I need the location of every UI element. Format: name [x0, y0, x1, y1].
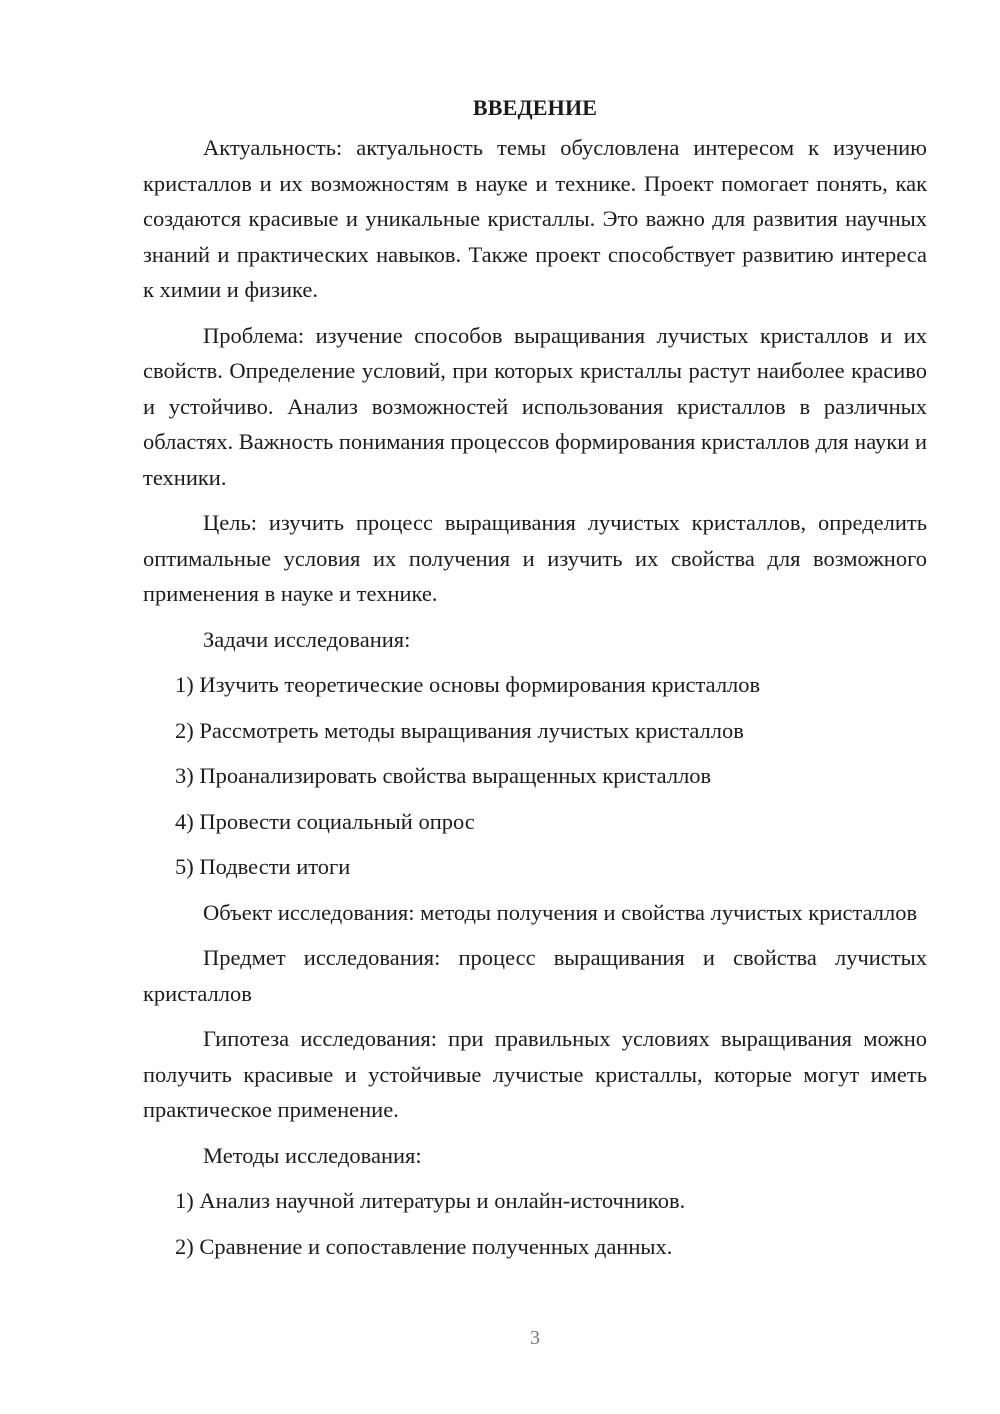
tasks-heading: Задачи исследования: — [203, 626, 411, 652]
hypothesis-paragraph: Гипотеза исследования: при правильных условиях выращивания можно получить красивые и устойчивые лучистые кристаллы, которые могут иметь практическое применение. — [143, 1026, 927, 1122]
list-item: 2) Сравнение и сопоставление полученных данных. — [175, 1233, 673, 1259]
list-item: 2) Рассмотреть методы выращивания лучистых кристаллов — [175, 717, 744, 743]
section-title: ВВЕДЕНИЕ — [472, 95, 598, 120]
tasks-list — [143, 667, 927, 885]
goal-paragraph: Цель: изучить процесс выращивания лучистых кристаллов, определить оптимальные условия их получения и изучить их свойства для возможного применения в науке и технике. — [143, 510, 927, 606]
relevance-paragraph: Актуальность: актуальность темы обусловлена интересом к изучению кристаллов и их возможностям в науке и технике. Проект помогает понять, как создаются красивые и уникальные кристаллы. Это важно для развития научных знаний и практических навыков. Также проект способствует развитию интереса к химии и физике. — [143, 135, 927, 302]
problem-paragraph: Проблема: изучение способов выращивания лучистых кристаллов и их свойств. Определение условий, при которых кристаллы растут наиболее красиво и устойчиво. Анализ возможностей использования кристаллов в различных областях. Важность понимания процессов формирования кристаллов для науки и техники. — [143, 322, 927, 490]
list-item: 4) Провести социальный опрос — [175, 808, 475, 834]
page-number: 3 — [530, 1327, 540, 1349]
methods-list — [143, 1183, 927, 1264]
list-item: 3) Проанализировать свойства выращенных кристаллов — [175, 763, 712, 788]
list-item: 1) Анализ научной литературы и онлайн-источников. — [175, 1188, 686, 1213]
methods-heading: Методы исследования: — [203, 1142, 422, 1168]
list-item: 1) Изучить теоретические основы формирования кристаллов — [175, 672, 761, 697]
subject-paragraph: Предмет исследования: процесс выращивания и свойства лучистых кристаллов — [143, 945, 927, 1006]
list-item: 5) Подвести итоги — [175, 854, 351, 879]
document-page — [143, 90, 927, 1274]
object-paragraph: Объект исследования: методы получения и свойства лучистых кристаллов — [203, 899, 918, 925]
